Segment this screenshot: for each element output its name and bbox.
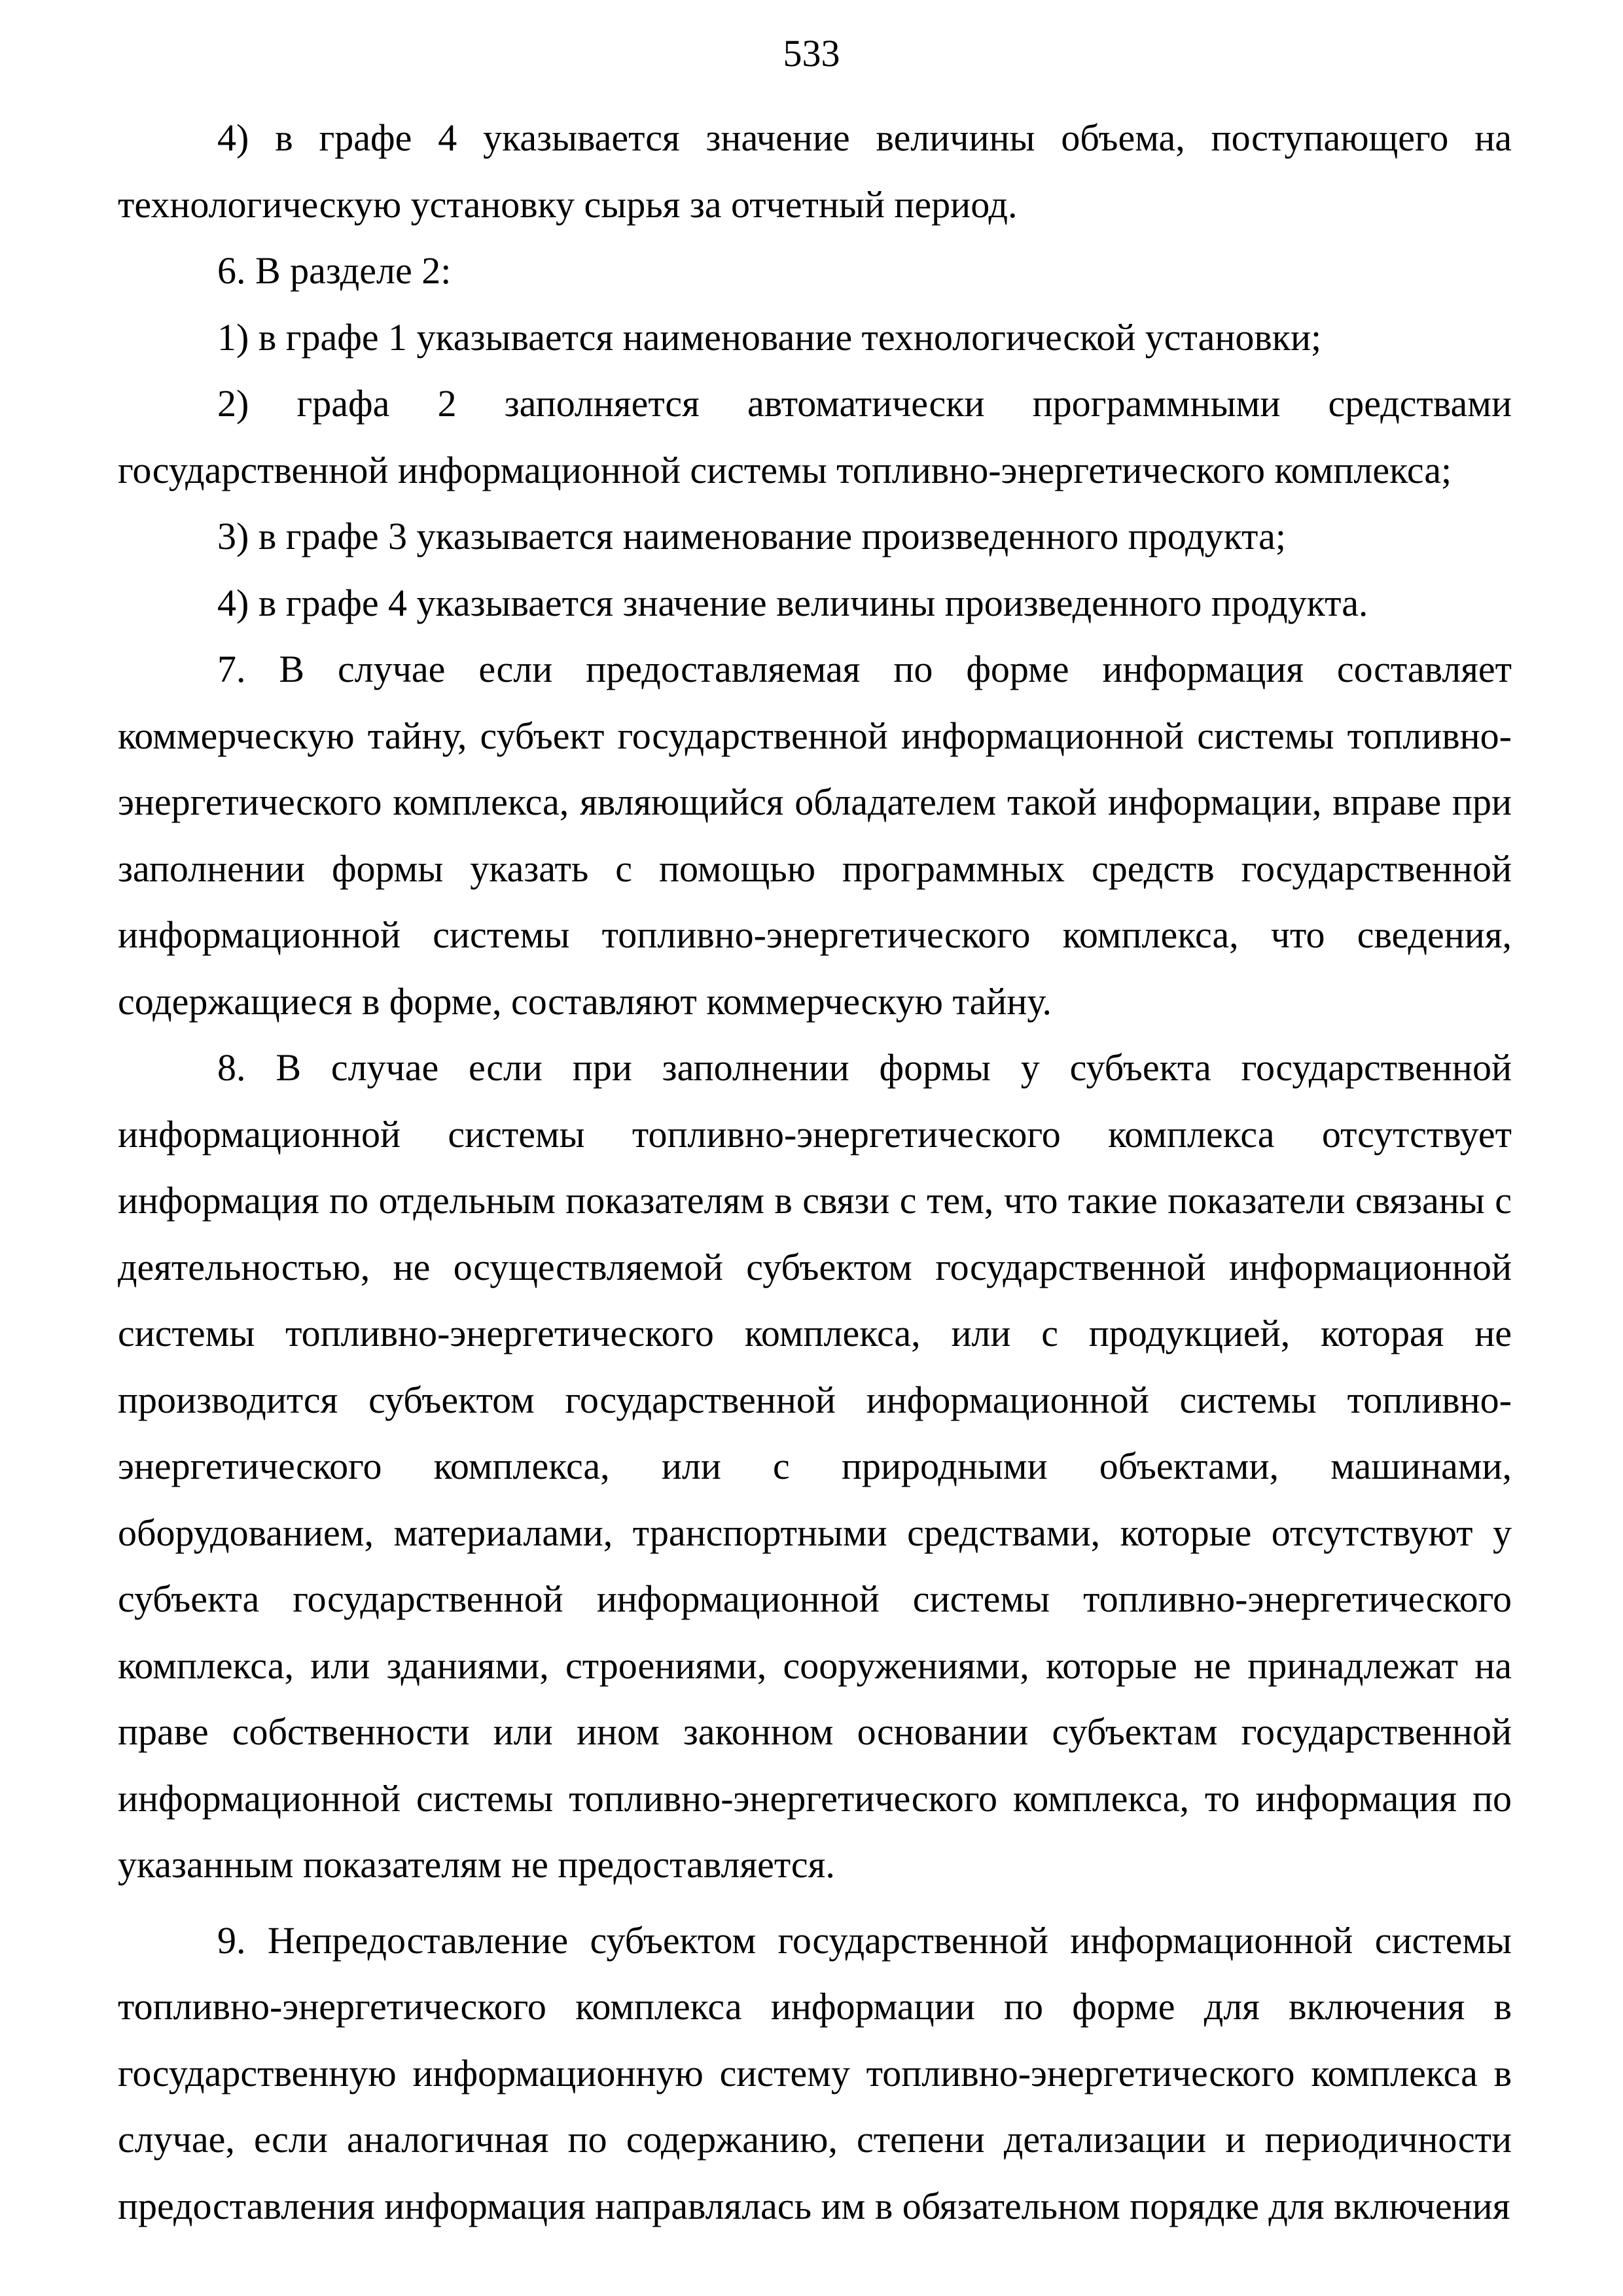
paragraph-6-item-2: 2) графа 2 заполняется автоматически программными средствами государственной информационной системы топливно-энергетического комплекса; xyxy=(118,382,1512,491)
paragraph-6-item-3: 3) в графе 3 указывается наименование произведенного продукта; xyxy=(217,515,1286,557)
paragraph-6-heading: 6. В разделе 2: xyxy=(217,249,452,292)
document-body xyxy=(118,105,1512,2239)
paragraph-9: 9. Непредоставление субъектом государственной информационной системы топливно-энергетического комплекса информации по форме для включения в государственную информационную систему топливно-энергетического комплекса в случае, если аналогичная по содержанию, степени детализации и периодичности предоставления информация направлялась им в обязательном порядке для включения xyxy=(118,1918,1512,2227)
page-number: 533 xyxy=(783,32,840,75)
paragraph-6-item-4: 4) в графе 4 указывается значение величины произведенного продукта. xyxy=(217,581,1368,624)
paragraph-7: 7. В случае если предоставляемая по форме информация составляет коммерческую тайну, субъект государственной информационной системы топливно-энергетического комплекса, являющийся обладателем такой информации, вправе при заполнении формы указать с помощью программных средств государственной информационной системы топливно-энергетического комплекса, что сведения, содержащиеся в форме, составляют коммерческую тайну. xyxy=(118,648,1512,1023)
paragraph-4-graph-4-volume: 4) в графе 4 указывается значение величины объема, поступающего на технологическую установку сырья за отчетный период. xyxy=(118,116,1512,226)
paragraph-6-item-1: 1) в графе 1 указывается наименование технологической установки; xyxy=(217,315,1322,359)
paragraph-8: 8. В случае если при заполнении формы у субъекта государственной информационной системы топливно-энергетического комплекса отсутствует информация по отдельным показателям в связи с тем, что такие показатели связаны с деятельностью, не осуществляемой субъектом государственной информационной системы топливно-энергетического комплекса, или с продукцией, которая не производится субъектом государственной информационной системы топливно-энергетического комплекса, или с природными объектами, машинами, оборудованием, материалами, транспортными средствами, которые отсутствуют у субъекта государственной информационной системы топливно-энергетического комплекса, или зданиями, строениями, сооружениями, которые не принадлежат на праве собственности или ином законном основании субъектам государственной информационной системы топливно-энергетического комплекса, то информация по указанным показателям не предоставляется. xyxy=(118,1046,1512,1886)
